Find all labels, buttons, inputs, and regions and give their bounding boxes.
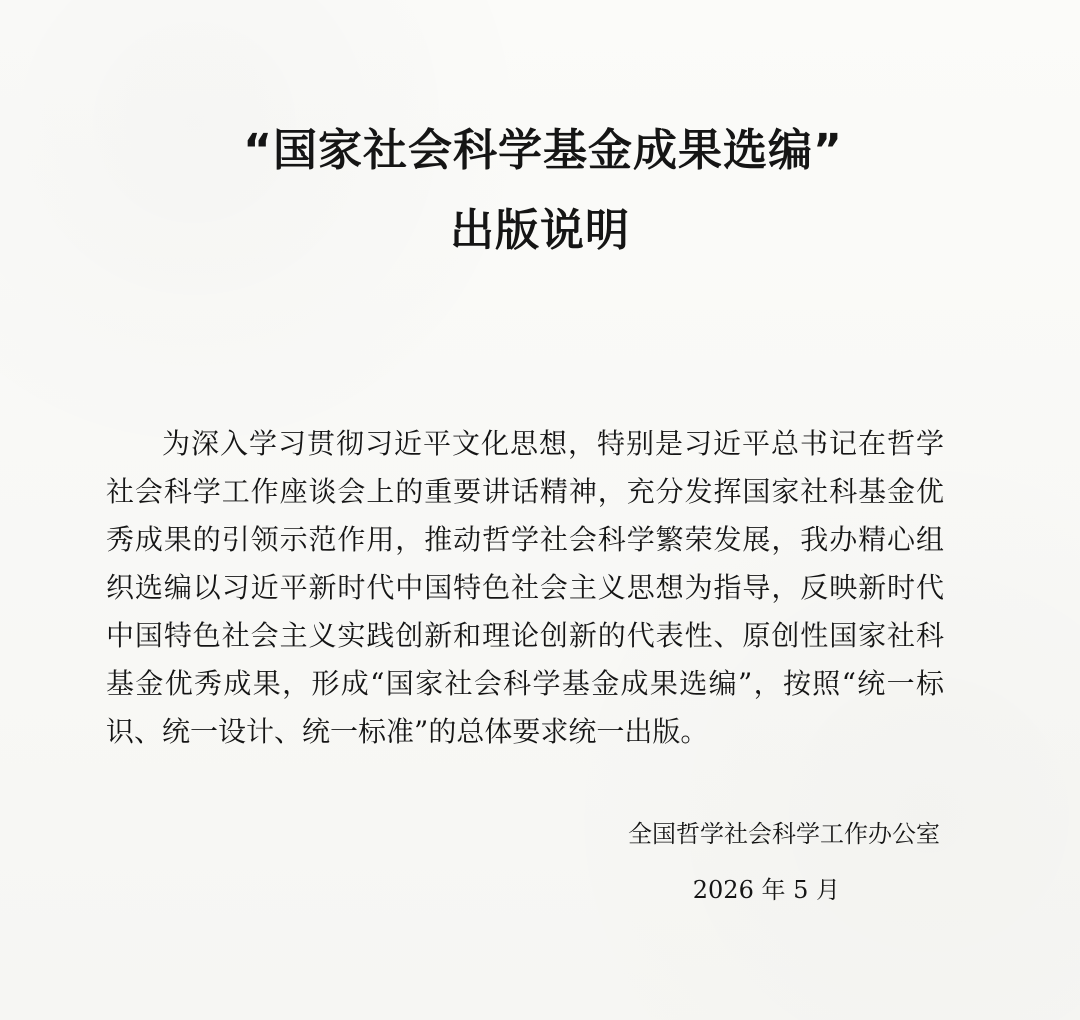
title-line-2: 出版说明 xyxy=(450,205,630,256)
issuing-organization: 全国哲学社会科学工作办公室 xyxy=(628,820,940,848)
publication-date: 2026 年 5 月 xyxy=(692,876,840,904)
publication-description: 为深入学习贯彻习近平文化思想，特别是习近平总书记在哲学社会科学工作座谈会上的重要讲话精神，充分发挥国家社科基金优秀成果的引领示范作用，推动哲学社会科学繁荣发展，我办精心组织选编以习近平新时代中国特色社会主义思想为指导，反映新时代中国特色社会主义实践创新和理论创新的代表性、原创性国家社科基金优秀成果，形成“国家社会科学基金成果选编”，按照“统一标识、统一设计、统一标准”的总体要求统一出版。 xyxy=(106,427,944,748)
document-title xyxy=(0,122,1080,260)
title-line-1: “国家社会科学基金成果选编” xyxy=(243,125,843,176)
